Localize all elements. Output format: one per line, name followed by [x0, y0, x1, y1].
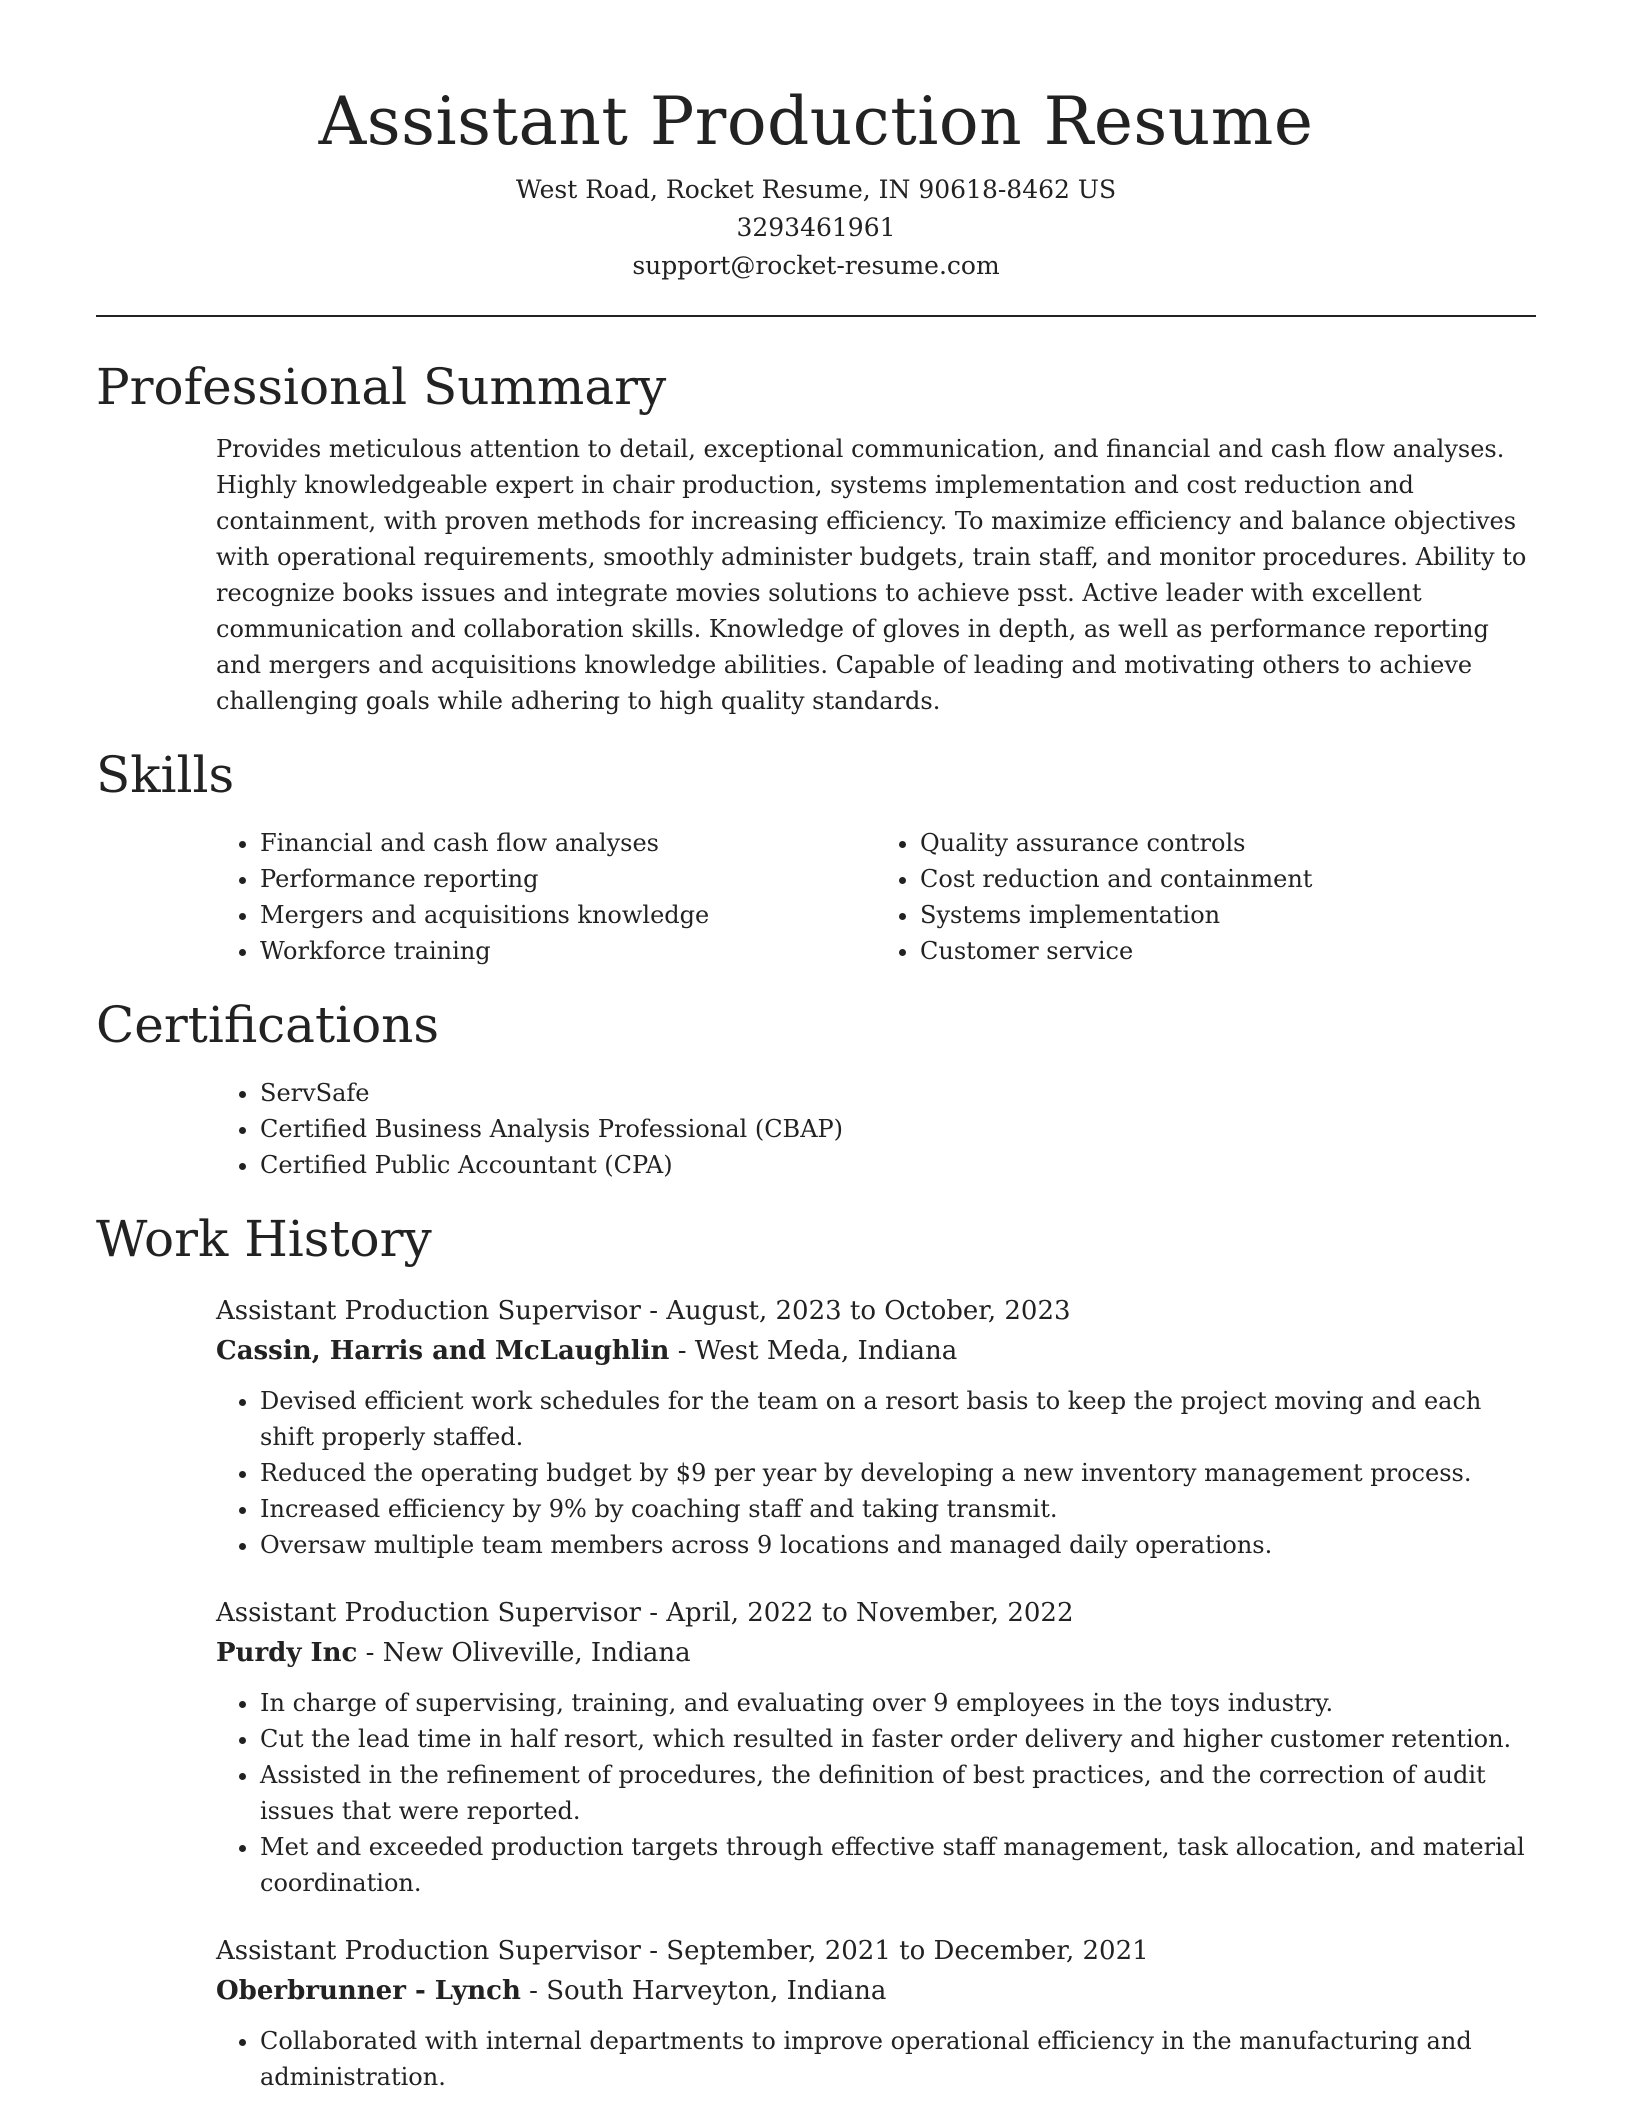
job-dates: - September, 2021 to December, 2021 — [640, 1936, 1149, 1967]
skills-heading: Skills — [96, 746, 235, 805]
skills-grid — [216, 825, 1536, 969]
certification-item: • ServSafe — [260, 1075, 1536, 1111]
header-divider — [96, 315, 1536, 317]
job-bullets — [216, 2023, 1536, 2095]
job-location: - South Harveyton, Indiana — [520, 1976, 887, 2007]
job-title-line — [216, 1291, 1536, 1331]
job-bullet: • Increased efficiency by 9% by coaching staff and taking transmit. — [260, 1491, 1536, 1527]
contact-phone: 3293461961 — [736, 213, 896, 243]
skills-left-column — [216, 825, 876, 969]
resume-page — [96, 0, 1536, 2112]
job-bullet: • Devised efficient work schedules for the team on a resort basis to keep the project moving and each shift properly staffed. — [260, 1383, 1536, 1455]
certifications-list — [216, 1075, 1536, 1183]
job-bullet: • In charge of supervising, training, and evaluating over 9 employees in the toys industry. — [260, 1685, 1536, 1721]
job-entry — [96, 1593, 1536, 1901]
job-bullet: • Cut the lead time in half resort, which resulted in faster order delivery and higher customer retention. — [260, 1721, 1536, 1757]
job-company: Oberbrunner - Lynch — [216, 1976, 521, 2007]
job-entry — [96, 1291, 1536, 1563]
skill-item: • Customer service — [920, 933, 1536, 969]
resume-title: Assistant Production Resume — [318, 83, 1314, 160]
certifications-heading: Certifications — [96, 996, 440, 1055]
summary-heading: Professional Summary — [96, 358, 667, 417]
skill-item: • Workforce training — [260, 933, 876, 969]
work-history-section — [96, 1209, 1536, 2095]
skills-section — [96, 745, 1536, 969]
certification-item: • Certified Business Analysis Professional (CBAP) — [260, 1111, 1536, 1147]
job-bullet: • Reduced the operating budget by $9 per year by developing a new inventory management process. — [260, 1455, 1536, 1491]
certification-item: • Certified Public Accountant (CPA) — [260, 1147, 1536, 1183]
job-role: Assistant Production Supervisor — [216, 1296, 641, 1327]
job-company-line — [216, 1971, 1536, 2011]
job-dates: - August, 2023 to October, 2023 — [640, 1296, 1071, 1327]
job-company-line — [216, 1633, 1536, 1673]
certifications-section — [96, 995, 1536, 1183]
job-dates: - April, 2022 to November, 2022 — [640, 1598, 1074, 1629]
job-bullet: • Met and exceeded production targets through effective staff management, task allocation, and material coordination. — [260, 1829, 1536, 1901]
skill-item: • Systems implementation — [920, 897, 1536, 933]
skill-item: • Performance reporting — [260, 861, 876, 897]
job-role: Assistant Production Supervisor — [216, 1598, 641, 1629]
contact-block — [96, 171, 1536, 285]
contact-address: West Road, Rocket Resume, IN 90618-8462 US — [515, 175, 1117, 205]
work-history-heading: Work History — [96, 1210, 432, 1269]
skill-item: • Cost reduction and containment — [920, 861, 1536, 897]
job-title-line — [216, 1931, 1536, 1971]
summary-text: Provides meticulous attention to detail, exceptional communication, and financial and cash flow analyses. Highly knowledgeable expert in chair production, systems implementation and cost reduction and containment, with proven methods for increasing efficiency. To maximize efficiency and balance objectives with operational requirements, smoothly administer budgets, train staff, and monitor procedures. Ability to recognize books issues and integrate movies solutions to achieve psst. Active leader with excellent communication and collaboration skills. Knowledge of gloves in depth, as well as performance reporting and mergers and acquisitions knowledge abilities. Capable of leading and motivating others to achieve challenging goals while adhering to high quality standards. — [216, 435, 1527, 716]
job-bullet: • Collaborated with internal departments to improve operational efficiency in the manufacturing and administration. — [260, 2023, 1536, 2095]
job-title-line — [216, 1593, 1536, 1633]
skills-right-column — [876, 825, 1536, 969]
job-bullet: • Oversaw multiple team members across 9 locations and managed daily operations. — [260, 1527, 1536, 1563]
job-entry — [96, 1931, 1536, 2095]
skill-item: • Quality assurance controls — [920, 825, 1536, 861]
job-location: - New Oliveville, Indiana — [357, 1638, 691, 1669]
job-bullets — [216, 1685, 1536, 1901]
skill-item: • Mergers and acquisitions knowledge — [260, 897, 876, 933]
skill-item: • Financial and cash flow analyses — [260, 825, 876, 861]
job-company: Cassin, Harris and McLaughlin — [216, 1336, 670, 1367]
job-bullet: • Assisted in the refinement of procedures, the definition of best practices, and the correction of audit issues that were reported. — [260, 1757, 1536, 1829]
job-bullets — [216, 1383, 1536, 1563]
resume-header — [96, 0, 1536, 285]
contact-email: support@rocket-resume.com — [632, 251, 1000, 281]
job-company: Purdy Inc — [216, 1638, 358, 1669]
job-location: - West Meda, Indiana — [669, 1336, 958, 1367]
summary-section — [96, 357, 1536, 719]
job-role: Assistant Production Supervisor — [216, 1936, 641, 1967]
job-company-line — [216, 1331, 1536, 1371]
